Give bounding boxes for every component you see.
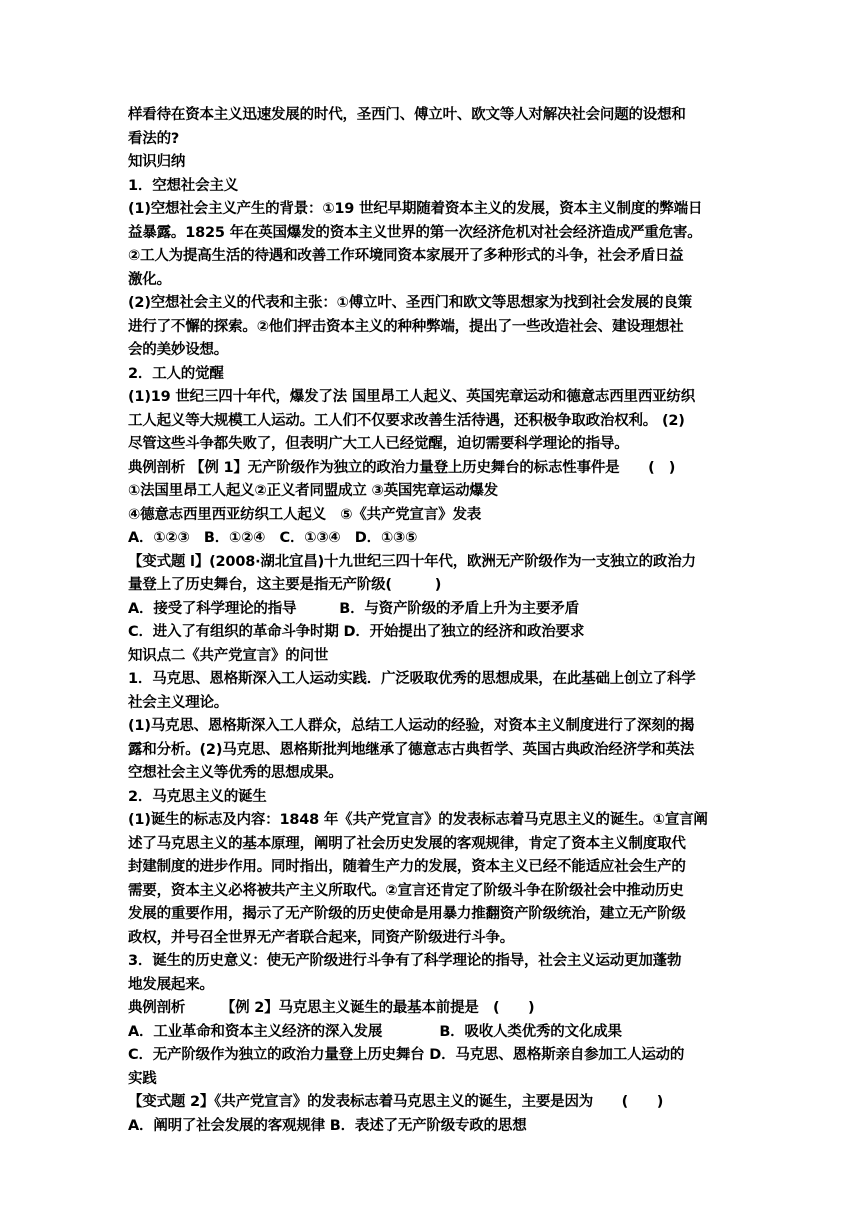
section-heading: 知识点二《共产党宣言》的问世 [128, 647, 329, 664]
text-line: 会的美妙设想。 [128, 342, 229, 358]
text-line: ②工人为提高生活的待遇和改善工作环境同资本家展开了多种形式的斗争，社会矛盾日益 [128, 248, 684, 264]
text-line: (1)空想社会主义产生的背景：①19 世纪早期随着资本主义的发展，资本主义制度的弊端日 [128, 201, 703, 217]
answer-choices: A．阐明了社会发展的客观规律 B．表述了无产阶级专政的思想 [128, 1117, 527, 1134]
section-heading: 2．工人的觉醒 [128, 365, 224, 382]
text-line: 封建制度的进步作用。同时指出，随着生产力的发展，资本主义已经不能适应社会生产的 [128, 859, 686, 875]
answer-choices: A．工业革命和资本主义经济的深入发展 B．吸收人类优秀的文化成果 [128, 1023, 622, 1040]
section-heading: 2．马克思主义的诞生 [128, 788, 267, 805]
answer-choices: C．进入了有组织的革命斗争时期 D．开始提出了独立的经济和政治要求 [128, 624, 585, 640]
text-line: 地发展起来。 [128, 976, 214, 993]
text-line: 述了马克思主义的基本原理，阐明了社会历史发展的客观规律，肯定了资本主义制度取代 [128, 835, 686, 852]
text-line: 3．诞生的历史意义：使无产阶级进行斗争有了科学理论的指导，社会主义运动更加蓬勃 [128, 953, 682, 969]
answer-choices: A．①②③ B．①②④ C．①③④ D．①③⑤ [128, 530, 418, 546]
text-line: (1)19 世纪三四十年代，爆发了法 国里昂工人起义、英国宪章运动和德意志西里西亚纺织 [128, 389, 696, 405]
text-line: 空想社会主义等优秀的思想成果。 [128, 765, 343, 781]
variant-question: 量登上了历史舞台，这主要是指无产阶级( ) [128, 577, 442, 593]
question-option: ④德意志西里西亚纺织工人起义 ⑤《共产党宣言》发表 [128, 506, 482, 523]
variant-question: 【变式题 2】《共产党宣言》的发表标志着马克思主义的诞生，主要是因为 ( ) [128, 1094, 664, 1110]
text-line: 进行了不懈的探索。②他们抨击资本主义的种种弊端，提出了一些改造社会、建设理想社 [128, 318, 684, 335]
text-line: 需要，资本主义必将被共产主义所取代。②宣言还肯定了阶级斗争在阶级社会中推动历史 [128, 882, 684, 899]
text-line: 1．马克思、恩格斯深入工人运动实践．广泛吸取优秀的思想成果，在此基础上创立了科学 [128, 671, 696, 687]
text-line: (2)空想社会主义的代表和主张：①傅立叶、圣西门和欧文等思想家为找到社会发展的良策 [128, 295, 692, 311]
document-page [128, 104, 736, 1138]
example-question: 典例剖析 【例 2】马克思主义诞生的最基本前提是 ( ) [128, 1000, 535, 1016]
text-line: 激化。 [128, 271, 171, 288]
example-question: 典例剖析 【例 1】无产阶级作为独立的政治力量登上历史舞台的标志性事件是 ( ) [128, 459, 676, 476]
answer-choices: A．接受了科学理论的指导 B．与资产阶级的矛盾上升为主要矛盾 [128, 600, 579, 617]
text-line: (1)马克思、恩格斯深入工人群众，总结工人运动的经验，对资本主义制度进行了深刻的揭 [128, 718, 695, 734]
question-option: ①法国里昂工人起义②正义者同盟成立 ③英国宪章运动爆发 [128, 483, 498, 499]
text-line: 样看待在资本主义迅速发展的时代，圣西门、傅立叶、欧文等人对解决社会问题的设想和 [128, 107, 686, 123]
answer-choices: 实践 [128, 1070, 157, 1087]
section-heading: 1．空想社会主义 [128, 177, 238, 194]
variant-question: 【变式题 l】(2008·湖北宜昌)十九世纪三四十年代，欧洲无产阶级作为一支独立的政治力 [128, 553, 696, 570]
answer-choices: C．无产阶级作为独立的政治力量登上历史舞台 D．马克思、恩格斯亲自参加工人运动的 [128, 1047, 685, 1063]
text-line: 政权，并号召全世界无产者联合起来，同资产阶级进行斗争。 [128, 929, 515, 946]
text-line: 工人起义等大规模工人运动。工人们不仅要求改善生活待遇，还积极争取政治权利。 (2) [128, 412, 685, 429]
text-line: 社会主义理论。 [128, 694, 229, 711]
text-line: 尽管这些斗争都失败了，但表明广大工人已经觉醒，迫切需要科学理论的指导。 [128, 436, 629, 452]
text-line: 发展的重要作用，揭示了无产阶级的历史使命是用暴力推翻资产阶级统治，建立无产阶级 [128, 906, 686, 922]
section-heading: 知识归纳 [128, 154, 186, 170]
text-line: 益暴露。1825 年在英国爆发的资本主义世界的第一次经济危机对社会经济造成严重危害。 [128, 224, 702, 241]
text-line: (1)诞生的标志及内容：1848 年《共产党宣言》的发表标志着马克思主义的诞生。①宣言阐 [128, 812, 708, 828]
text-line: 露和分析。(2)马克思、恩格斯批判地继承了德意志古典哲学、英国古典政治经济学和英法 [128, 741, 695, 758]
text-line: 看法的? [128, 130, 180, 147]
